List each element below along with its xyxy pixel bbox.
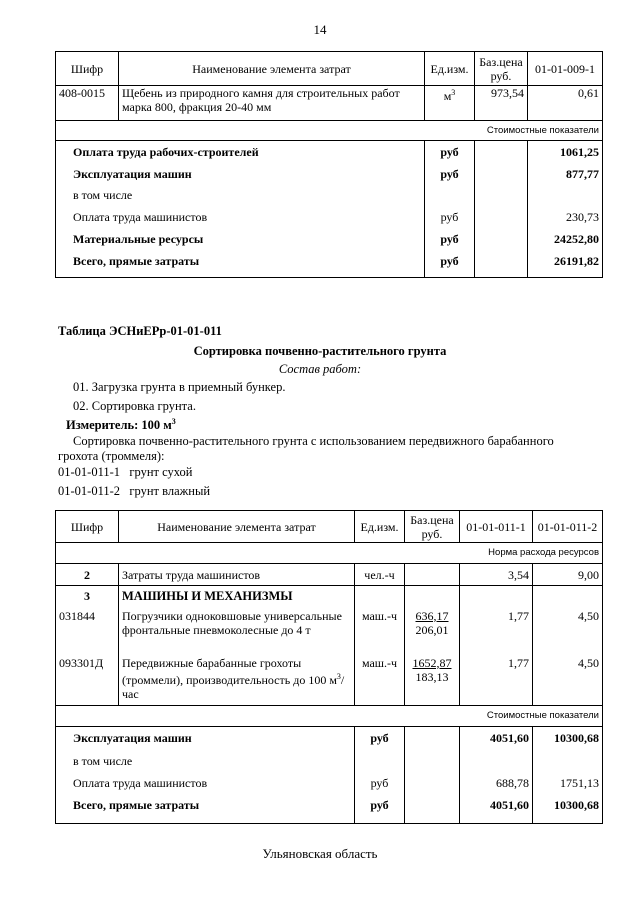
row-price <box>405 727 460 750</box>
row-value: 877,77 <box>528 163 603 185</box>
group-code: 3 <box>56 586 119 606</box>
row-value-1 <box>460 750 533 772</box>
table-row <box>56 206 603 228</box>
col-header-name: Наименование элемента затрат <box>119 52 425 86</box>
row-value <box>528 185 603 206</box>
table-row <box>56 794 603 824</box>
table-row <box>56 750 603 772</box>
variant-2: 01-01-011-2 грунт влажный <box>58 484 211 498</box>
col-header-name: Наименование элемента затрат <box>119 511 355 543</box>
section-cost-label: Стоимостные показатели <box>56 706 603 727</box>
row-value-2: 4,50 <box>533 606 603 654</box>
variant-1: 01-01-011-1 грунт сухой <box>58 465 193 479</box>
row-name: в том числе <box>56 750 355 772</box>
row-name: Всего, прямые затраты <box>56 250 425 278</box>
row-unit: руб <box>425 163 475 185</box>
col-header-price: Баз.цена руб. <box>475 52 528 86</box>
row-value-2 <box>533 750 603 772</box>
row-price <box>475 163 528 185</box>
row-price <box>405 772 460 794</box>
row-name: Эксплуатация машин <box>56 727 355 750</box>
row-unit <box>355 750 405 772</box>
description: Сортировка почвенно-растительного грунта с использованием передвижного барабанного грохота (троммеля): <box>58 434 554 463</box>
col-header-unit: Ед.изм. <box>425 52 475 86</box>
work-item: 02. Сортировка грунта. <box>73 399 196 413</box>
table-row <box>56 586 603 606</box>
resource-table-2 <box>55 510 603 824</box>
item-name: Щебень из природного камня для строительных работ марка 800, фракция 20-40 мм <box>119 86 425 121</box>
row-value: 26191,82 <box>528 250 603 278</box>
item-value: 0,61 <box>528 86 603 121</box>
row-value-1: 1,77 <box>460 654 533 706</box>
row-unit: руб <box>425 250 475 278</box>
col-header-price: Баз.цена руб. <box>405 511 460 543</box>
row-value-1: 4051,60 <box>460 727 533 750</box>
row-name: Затраты труда машинистов <box>119 564 355 586</box>
row-unit <box>425 185 475 206</box>
page-footer: Ульяновская область <box>262 846 378 861</box>
row-value-1: 3,54 <box>460 564 533 586</box>
row-price <box>475 250 528 278</box>
row-code: 031844 <box>56 606 119 654</box>
row-price: 1652,87 183,13 <box>405 654 460 706</box>
table-row <box>56 86 603 121</box>
row-name: Всего, прямые затраты <box>56 794 355 824</box>
row-value-2: 10300,68 <box>533 727 603 750</box>
table-row <box>56 163 603 185</box>
resource-table-1 <box>55 51 603 278</box>
row-value: 230,73 <box>528 206 603 228</box>
row-value-2 <box>533 586 603 606</box>
row-value-1: 4051,60 <box>460 794 533 824</box>
table-row <box>56 606 603 654</box>
col-header-norm: 01-01-009-1 <box>528 52 603 86</box>
table-row <box>56 185 603 206</box>
table-row <box>56 228 603 250</box>
row-value-1: 688,78 <box>460 772 533 794</box>
row-name: Эксплуатация машин <box>56 163 425 185</box>
row-code: 093301Д <box>56 654 119 706</box>
row-name: Передвижные барабанные грохоты (троммели), производительность до 100 $м^3$/час <box>119 654 355 706</box>
row-value-2: 10300,68 <box>533 794 603 824</box>
row-name: Оплата труда машинистов <box>56 206 425 228</box>
row-value-2: 9,00 <box>533 564 603 586</box>
section-cost-label: Стоимостные показатели <box>56 121 603 141</box>
row-code: 2 <box>56 564 119 586</box>
table-row <box>56 727 603 750</box>
table-row <box>56 654 603 706</box>
col-header-norm-1: 01-01-011-1 <box>460 511 533 543</box>
page-number: 14 <box>313 22 327 37</box>
row-unit: руб <box>425 228 475 250</box>
row-unit: руб <box>355 772 405 794</box>
row-price <box>475 206 528 228</box>
col-header-unit: Ед.изм. <box>355 511 405 543</box>
row-name: Оплата труда рабочих-строителей <box>56 141 425 163</box>
row-unit: руб <box>355 794 405 824</box>
row-value-1 <box>460 586 533 606</box>
table-row <box>56 250 603 278</box>
row-name: Оплата труда машинистов <box>56 772 355 794</box>
row-price <box>405 564 460 586</box>
row-price <box>405 794 460 824</box>
table-row <box>56 564 603 586</box>
row-unit: руб <box>425 141 475 163</box>
row-value-2: 1751,13 <box>533 772 603 794</box>
row-name: Погрузчики одноковшовые универсальные фронтальные пневмоколесные до 4 т <box>119 606 355 654</box>
row-unit <box>355 586 405 606</box>
row-unit: маш.-ч <box>355 606 405 654</box>
row-price <box>475 141 528 163</box>
row-value-1: 1,77 <box>460 606 533 654</box>
group-title: МАШИНЫ И МЕХАНИЗМЫ <box>119 586 355 606</box>
row-unit: руб <box>425 206 475 228</box>
row-price <box>475 228 528 250</box>
section-norm-label: Норма расхода ресурсов <box>56 543 603 564</box>
item-code: 408-0015 <box>56 86 119 121</box>
row-value-2: 4,50 <box>533 654 603 706</box>
work-item: 01. Загрузка грунта в приемный бункер. <box>73 380 286 394</box>
row-value: 24252,80 <box>528 228 603 250</box>
col-header-norm-2: 01-01-011-2 <box>533 511 603 543</box>
works-heading: Состав работ: <box>278 362 362 376</box>
row-price: 636,17 206,01 <box>405 606 460 654</box>
row-unit: руб <box>355 727 405 750</box>
meter-label: Измеритель: 100 $м^3$ <box>66 417 176 433</box>
item-unit: $м^3$ <box>425 86 475 121</box>
row-price <box>405 750 460 772</box>
table-title: Таблица ЭСНиЕРр-01-01-011 <box>58 324 222 338</box>
section-subtitle: Сортировка почвенно-растительного грунта <box>193 344 447 358</box>
row-name: Материальные ресурсы <box>56 228 425 250</box>
row-unit: маш.-ч <box>355 654 405 706</box>
col-header-code: Шифр <box>56 52 119 86</box>
table-row <box>56 141 603 163</box>
row-name: в том числе <box>56 185 425 206</box>
row-value: 1061,25 <box>528 141 603 163</box>
table-row <box>56 772 603 794</box>
item-price: 973,54 <box>475 86 528 121</box>
row-price <box>475 185 528 206</box>
col-header-code: Шифр <box>56 511 119 543</box>
row-price <box>405 586 460 606</box>
row-unit: чел.-ч <box>355 564 405 586</box>
